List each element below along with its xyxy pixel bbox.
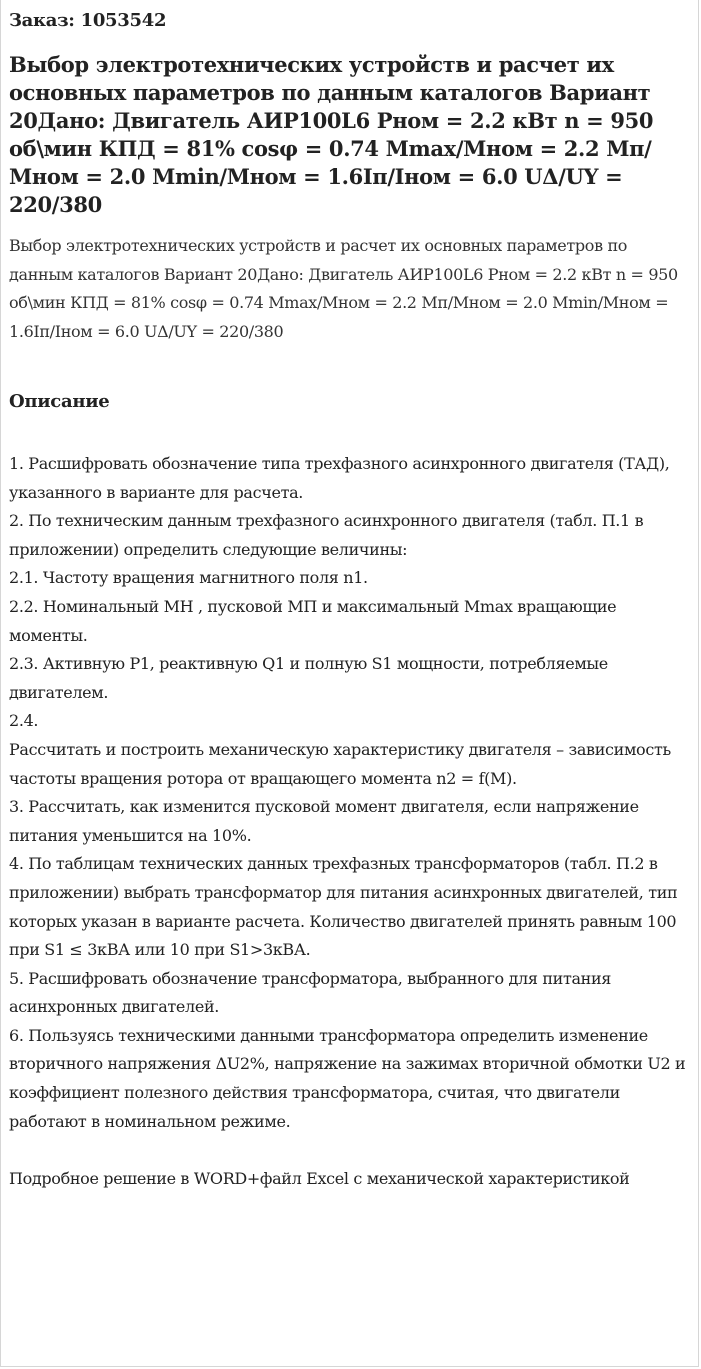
page-title: Выбор электротехнических устройств и расчет их основных параметров по данным каталогов Вариант 20Дано: Двигатель АИР100L6 Рном = 2.2 кВт n = 950 об\мин КПД = 81% cosφ = 0.74 Mmax/Мном = 2.2 Мп/Мном = 2.0 Mmin/Мном = 1.6Iп/Iном = 6.0 UΔ/UY = 220/380 (9, 52, 654, 217)
description-item: 4. По таблицам технических данных трехфазных трансформаторов (табл. П.2 в приложении) выбрать трансформатор для питания асинхронных двигателей, тип которых указан в варианте расчета. Количество двигателей принять равным 100 при S1 ≤ 3кВА или 10 при S1>3кВА. (9, 854, 678, 960)
description-footer: Подробное решение в WORD+файл Excel с механической характеристикой (9, 1168, 630, 1188)
description-heading: Описание (9, 391, 110, 412)
description-item: 3. Рассчитать, как изменится пусковой момент двигателя, если напряжение питания уменьшится на 10%. (9, 797, 639, 845)
description-item: 2.3. Активную P1, реактивную Q1 и полную S1 мощности, потребляемые двигателем. (9, 654, 608, 702)
page-subtitle: Выбор электротехнических устройств и расчет их основных параметров по данным каталогов Вариант 20Дано: Двигатель АИР100L6 Рном = 2.2 кВт n = 950 об\мин КПД = 81% cosφ = 0.74 Mmax/Мном = 2.2 Мп/Мном = 2.0 Mmin/Мном = 1.6Iп/Iном = 6.0 UΔ/UY = 220/380 (9, 236, 678, 341)
description-item: 1. Расшифровать обозначение типа трехфазного асинхронного двигателя (ТАД), указанного в варианте для расчета. (9, 454, 670, 502)
description-item: 2. По техническим данным трехфазного асинхронного двигателя (табл. П.1 в приложении) определить следующие величины: (9, 511, 644, 559)
description-item: 2.1. Частоту вращения магнитного поля n1. (9, 568, 368, 588)
description-item: 5. Расшифровать обозначение трансформатора, выбранного для питания асинхронных двигателей. (9, 968, 612, 1017)
description-item: Рассчитать и построить механическую характеристику двигателя – зависимость частоты вращения ротора от вращающего момента n2 = f(M). (9, 739, 671, 788)
description-item: 2.4. (9, 711, 39, 731)
description-body (9, 450, 693, 1193)
description-item: 6. Пользуясь техническими данными трансформатора определить изменение вторичного напряжения ΔU2%, напряжение на зажимах вторичной обмотки U2 и коэффициент полезного действия трансформатора, считая, что двигатели работают в номинальном режиме. (9, 1025, 686, 1131)
order-number: Заказ: 1053542 (9, 10, 167, 31)
description-item: 2.2. Номинальный МН , пусковой МП и максимальный Mmax вращающие моменты. (9, 596, 617, 645)
paragraph-gap (9, 1136, 693, 1165)
